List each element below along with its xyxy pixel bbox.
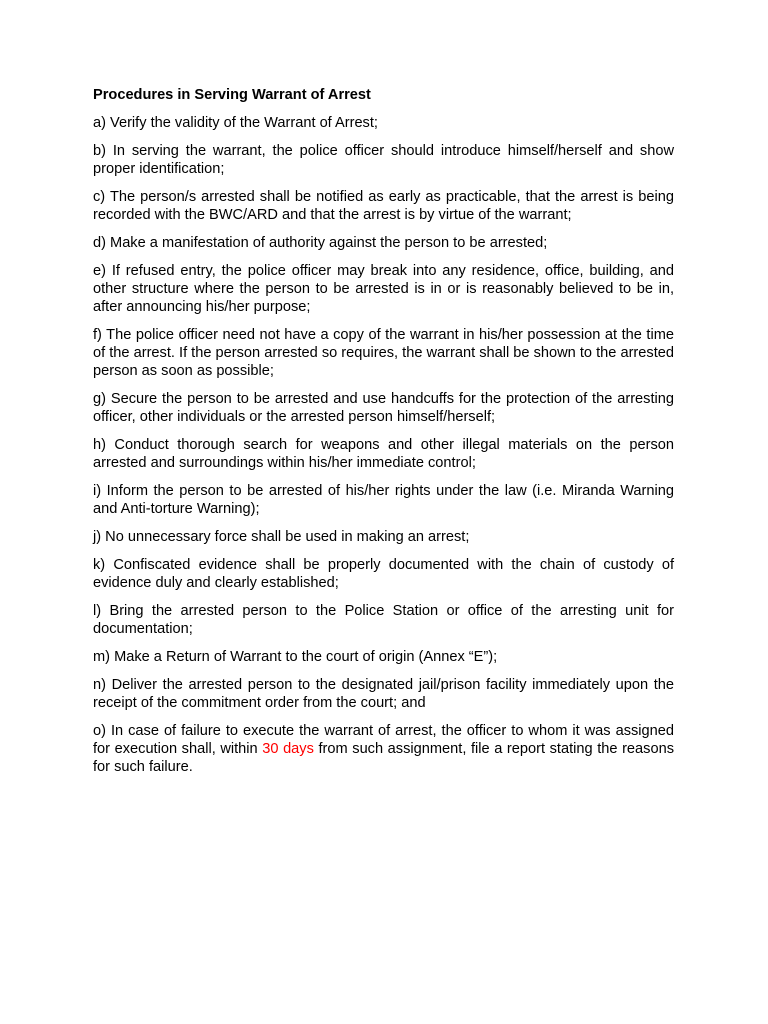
document-page: [93, 86, 674, 786]
deadline-highlight: 30 days: [262, 741, 314, 757]
procedure-item-n: n) Deliver the arrested person to the designated jail/prison facility immediately upon the receipt of the commitment order from the court; and: [93, 677, 674, 711]
procedure-item-j: j) No unnecessary force shall be used in making an arrest;: [93, 529, 470, 545]
procedure-item-g: g) Secure the person to be arrested and use handcuffs for the protection of the arresting officer, other individuals or the arrested person himself/herself;: [93, 391, 674, 425]
procedure-item-a: a) Verify the validity of the Warrant of Arrest;: [93, 115, 378, 131]
procedure-item-f: f) The police officer need not have a copy of the warrant in his/her possession at the time of the arrest. If the person arrested so requires, the warrant shall be shown to the arrested person as soon as possible;: [93, 327, 674, 379]
procedure-item-o: [93, 722, 674, 776]
procedure-item-l: l) Bring the arrested person to the Police Station or office of the arresting unit for documentation;: [93, 603, 674, 637]
procedure-item-o-after: from such assignment, file a report stating the reasons for such failure.: [93, 741, 674, 775]
procedure-item-o-before: o) In case of failure to execute the warrant of arrest, the officer to whom it was assigned for execution shall, within: [93, 723, 674, 757]
procedure-item-d: d) Make a manifestation of authority against the person to be arrested;: [93, 235, 548, 251]
procedure-item-h: h) Conduct thorough search for weapons and other illegal materials on the person arrested and surroundings within his/her immediate control;: [93, 437, 674, 471]
procedure-item-c: c) The person/s arrested shall be notified as early as practicable, that the arrest is being recorded with the BWC/ARD and that the arrest is by virtue of the warrant;: [93, 189, 674, 223]
procedure-item-k: k) Confiscated evidence shall be properly documented with the chain of custody of evidence duly and clearly established;: [93, 557, 674, 591]
procedure-item-b: b) In serving the warrant, the police officer should introduce himself/herself and show proper identification;: [93, 143, 674, 177]
procedure-item-m: m) Make a Return of Warrant to the court of origin (Annex “E”);: [93, 649, 498, 665]
procedure-item-i: i) Inform the person to be arrested of his/her rights under the law (i.e. Miranda Warning and Anti-torture Warning);: [93, 483, 674, 517]
document-title: Procedures in Serving Warrant of Arrest: [93, 87, 371, 103]
procedure-item-e: e) If refused entry, the police officer may break into any residence, office, building, and other structure where the person to be arrested is in or is reasonably believed to be in, after announcing his/her purpose;: [93, 263, 674, 315]
